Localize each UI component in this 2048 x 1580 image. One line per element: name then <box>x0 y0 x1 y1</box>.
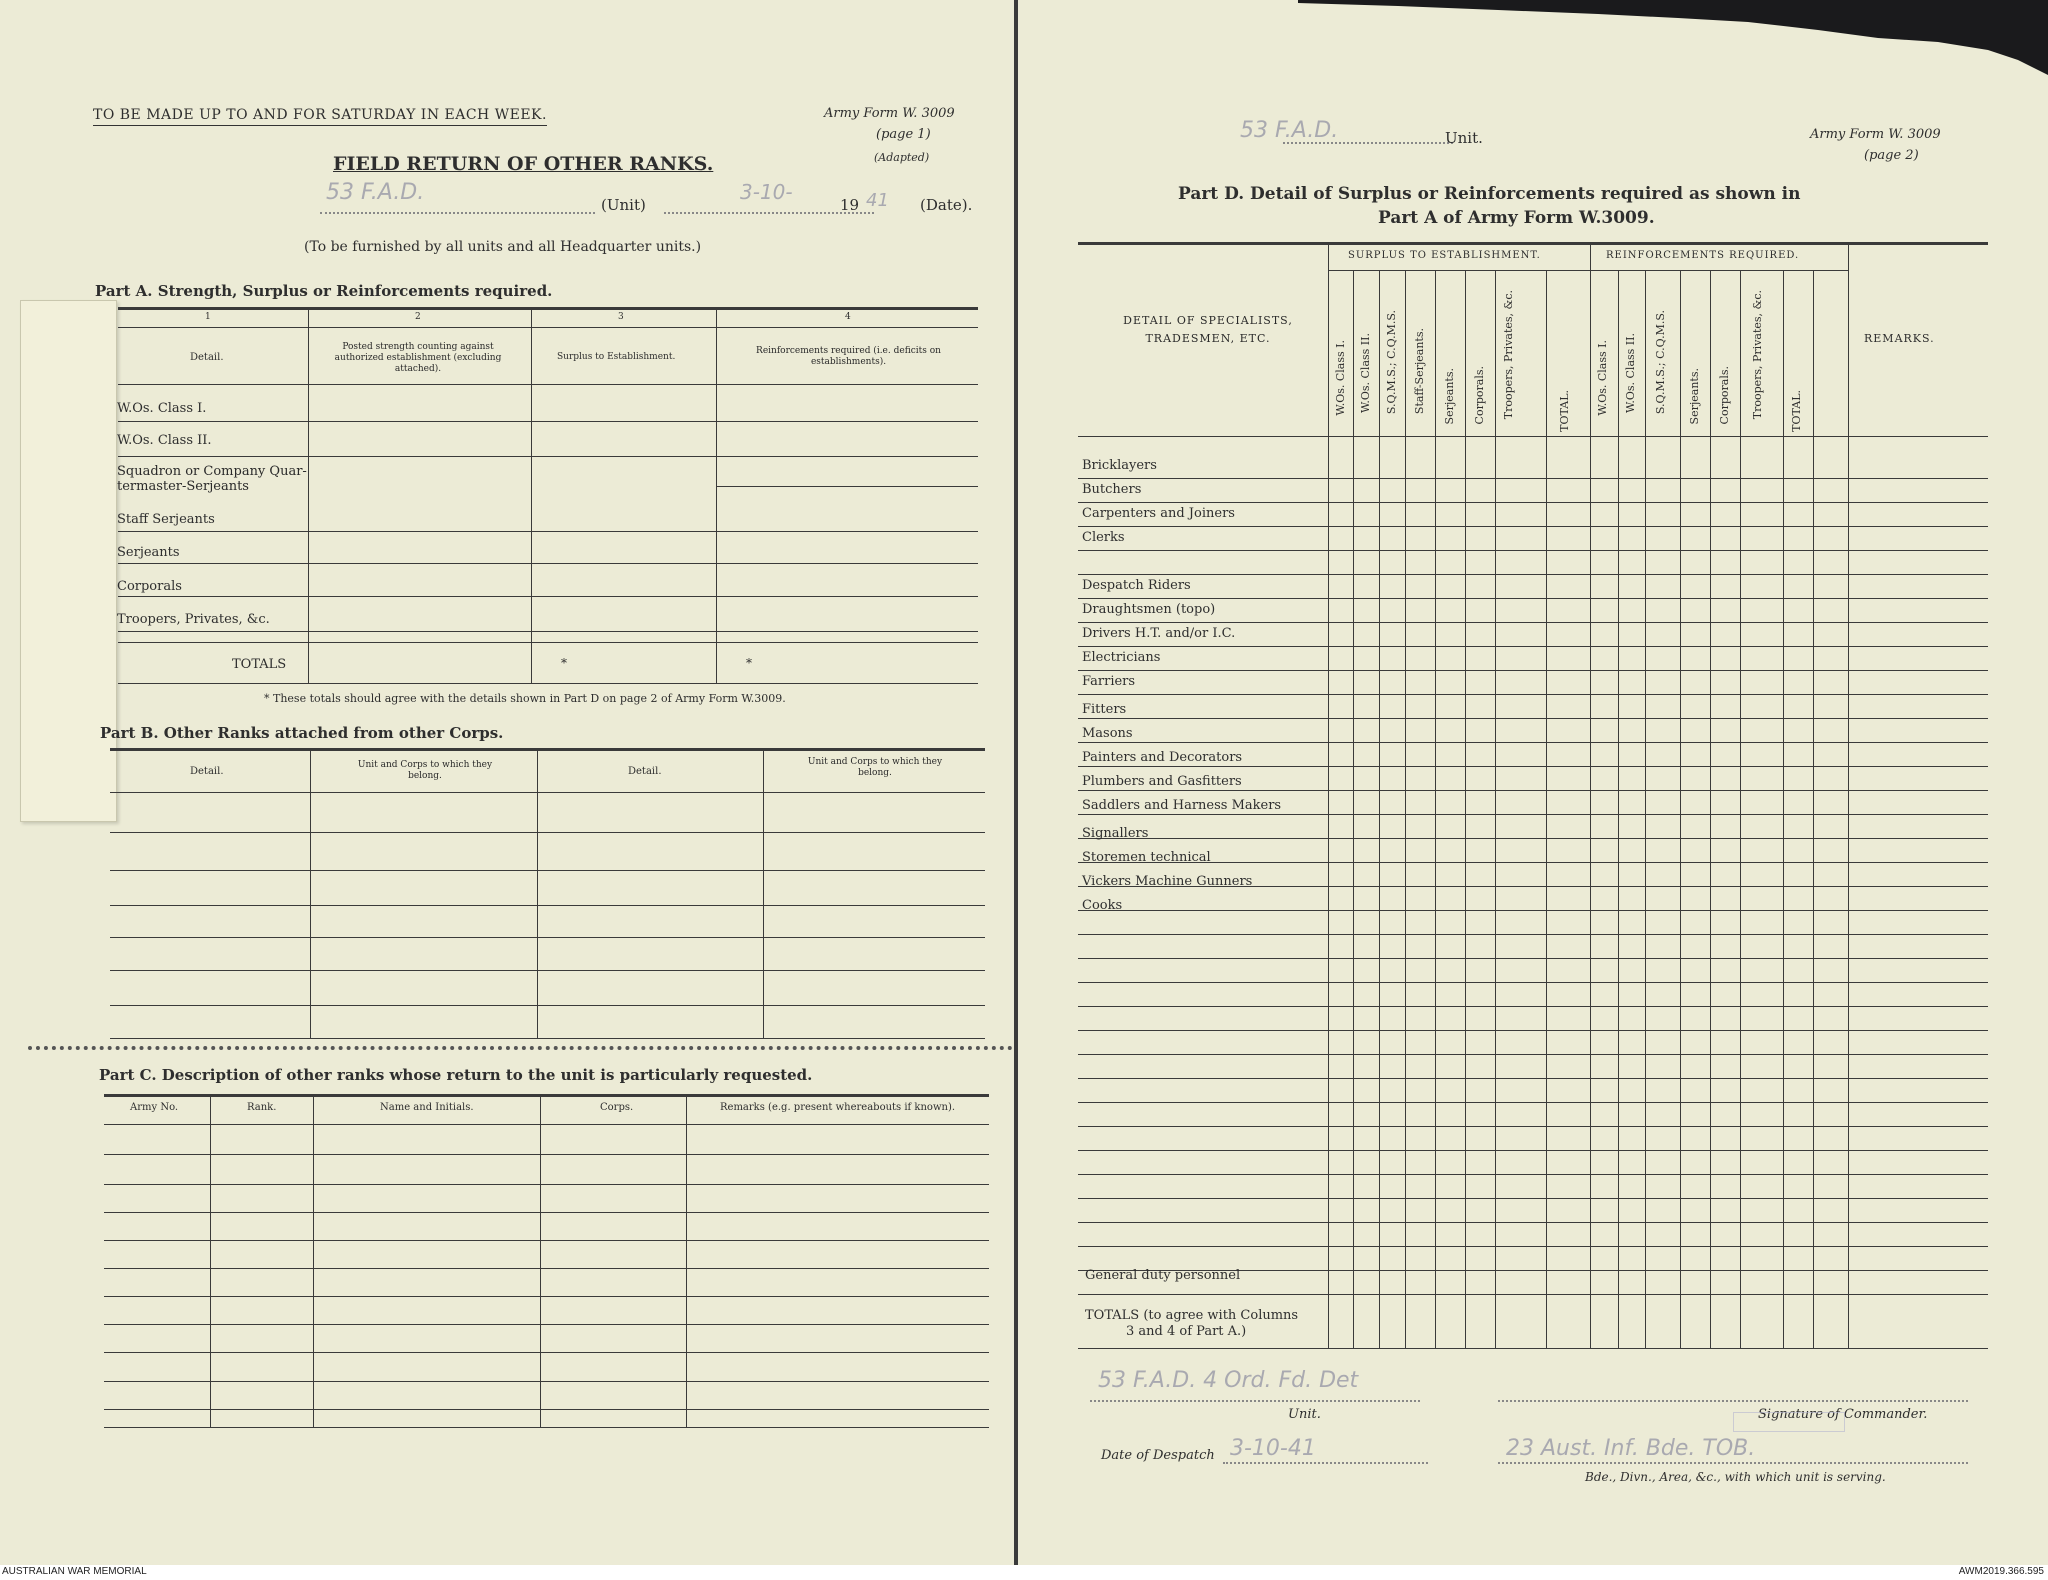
part-a-col1-num: 1 <box>205 312 211 322</box>
col-wo1-reinf: W.Os. Class I. <box>1596 340 1609 416</box>
col-sqms-surplus: S.Q.M.S.; C.Q.M.S. <box>1385 310 1398 415</box>
despatch-handwritten: 3-10-41 <box>1230 1436 1316 1461</box>
part-a-title: Part A. Strength, Surplus or Reinforcements required. <box>95 282 553 300</box>
trade-despatch-riders: Despatch Riders <box>1082 578 1191 593</box>
part-c-header-army-no: Army No. <box>130 1102 179 1113</box>
year-prefix: 19 <box>840 196 860 214</box>
col-staff-serjeants-surplus: Staff-Serjeants. <box>1413 328 1426 415</box>
row-cqms: Squadron or Company Quar-termaster-Serjeants <box>117 464 307 494</box>
col-serjeants-surplus: Serjeants. <box>1443 368 1456 425</box>
form-page-2 <box>1018 0 2048 1565</box>
part-a-header-posted: Posted strength counting against authorized establishment (excluding attached). <box>334 342 502 374</box>
row-serjeants: Serjeants <box>117 545 180 560</box>
trade-electricians: Electricians <box>1082 650 1161 665</box>
archive-name: AUSTRALIAN WAR MEMORIAL <box>2 1566 147 1577</box>
col-wo2-surplus: W.Os. Class II. <box>1359 333 1372 414</box>
signature-stamp <box>1733 1412 1845 1432</box>
army-form-label: Army Form W. 3009 <box>824 106 955 121</box>
bde-line <box>1498 1462 1968 1464</box>
trade-cooks: Cooks <box>1082 898 1123 913</box>
furnish-note: (To be furnished by all units and all Headquarter units.) <box>304 239 702 255</box>
perforation-line <box>28 1046 1013 1050</box>
unit-dotted-line <box>320 212 595 214</box>
archive-footer <box>0 1565 2048 1580</box>
page-number: (page 1) <box>876 127 931 142</box>
binding-spine <box>1014 0 1018 1565</box>
row-staff-serjeants: Staff Serjeants <box>117 512 215 527</box>
trade-signallers: Signallers <box>1082 826 1149 841</box>
trade-storemen: Storemen technical <box>1082 850 1211 865</box>
unit-handwritten: 53 F.A.D. <box>1240 118 1339 143</box>
part-b-header-detail-1: Detail. <box>190 766 224 777</box>
detail-header: DETAIL OF SPECIALISTS, TRADESMEN, ETC. <box>1123 314 1293 345</box>
part-d-title-1: Part D. Detail of Surplus or Reinforcements required as shown in <box>1178 184 1801 204</box>
part-a-header-surplus: Surplus to Establishment. <box>557 352 676 362</box>
trade-draughtsmen: Draughtsmen (topo) <box>1082 602 1216 617</box>
bde-handwritten: 23 Aust. Inf. Bde. TOB. <box>1506 1436 1756 1461</box>
adapted-label: (Adapted) <box>874 151 930 164</box>
date-label: (Date). <box>920 196 973 214</box>
part-a-footnote: * These totals should agree with the details shown in Part D on page 2 of Army Form W.3009. <box>264 692 786 705</box>
unit-handwritten: 53 F.A.D. <box>326 180 425 205</box>
form-page-1 <box>0 0 1014 1565</box>
trade-painters: Painters and Decorators <box>1082 750 1243 765</box>
col-corporals-surplus: Corporals. <box>1473 366 1486 425</box>
part-b-header-unit-1: Unit and Corps to which they belong. <box>357 760 493 781</box>
part-a-col2-num: 2 <box>415 312 421 322</box>
date-of-despatch-label: Date of Despatch <box>1101 1448 1215 1463</box>
trade-masons: Masons <box>1082 726 1133 741</box>
bde-label: Bde., Divn., Area, &c., with which unit is serving. <box>1585 1470 1886 1484</box>
col-troopers-reinf: Troopers, Privates, &c. <box>1751 290 1764 420</box>
trade-saddlers: Saddlers and Harness Makers <box>1082 798 1282 813</box>
totals-label: TOTALS <box>232 657 287 672</box>
row-wo-class-2: W.Os. Class II. <box>117 433 212 448</box>
part-a-col4-num: 4 <box>845 312 851 322</box>
totals-line-2: 3 and 4 of Part A.) <box>1126 1324 1247 1339</box>
trade-bricklayers: Bricklayers <box>1082 458 1157 473</box>
part-c-header-remarks: Remarks (e.g. present whereabouts if known). <box>720 1102 956 1113</box>
part-b-header-detail-2: Detail. <box>628 766 662 777</box>
part-a-header-reinf: Reinforcements required (i.e. deficits on establishments). <box>756 346 941 367</box>
part-a-col3-num: 3 <box>618 312 624 322</box>
part-c-header-corps: Corps. <box>600 1102 634 1113</box>
archive-id: AWM2019.366.595 <box>1958 1566 2044 1577</box>
row-corporals: Corporals <box>117 579 182 594</box>
year-handwritten: 41 <box>866 190 889 211</box>
signature-label: Signature of Commander. <box>1758 1407 1928 1422</box>
part-c-header-name: Name and Initials. <box>380 1102 474 1113</box>
signature-line <box>1498 1400 1968 1402</box>
col-wo2-reinf: W.Os. Class II. <box>1624 333 1637 414</box>
col-troopers-surplus: Troopers, Privates, &c. <box>1502 290 1515 420</box>
part-b-header-unit-2: Unit and Corps to which they belong. <box>807 757 943 778</box>
trade-fitters: Fitters <box>1082 702 1127 717</box>
trade-vickers: Vickers Machine Gunners <box>1082 874 1253 889</box>
part-a-header-detail: Detail. <box>190 352 224 363</box>
trade-drivers: Drivers H.T. and/or I.C. <box>1082 626 1236 641</box>
trade-carpenters: Carpenters and Joiners <box>1082 506 1235 521</box>
part-d-title-2: Part A of Army Form W.3009. <box>1378 208 1655 228</box>
unit-label: Unit. <box>1445 129 1483 147</box>
despatch-line <box>1223 1462 1428 1464</box>
unit-label: (Unit) <box>601 196 646 214</box>
page-number: (page 2) <box>1864 148 1919 163</box>
reinforcements-header: REINFORCEMENTS REQUIRED. <box>1606 250 1800 261</box>
asterisk-col3: * <box>561 656 567 670</box>
trade-clerks: Clerks <box>1082 530 1125 545</box>
asterisk-col4: * <box>746 656 752 670</box>
totals-line-1: TOTALS (to agree with Columns <box>1085 1308 1299 1323</box>
bottom-unit-handwritten: 53 F.A.D. 4 Ord. Fd. Det <box>1098 1368 1359 1393</box>
torn-corner <box>1298 0 2048 90</box>
part-c-title: Part C. Description of other ranks whose return to the unit is particularly requested. <box>99 1066 813 1084</box>
col-serjeants-reinf: Serjeants. <box>1688 368 1701 425</box>
col-sqms-reinf: S.Q.M.S.; C.Q.M.S. <box>1654 310 1667 415</box>
bottom-unit-label: Unit. <box>1288 1407 1321 1422</box>
trade-butchers: Butchers <box>1082 482 1142 497</box>
tape-strip <box>20 300 117 822</box>
trade-plumbers: Plumbers and Gasfitters <box>1082 774 1242 789</box>
trade-farriers: Farriers <box>1082 674 1136 689</box>
col-total-surplus: TOTAL. <box>1558 390 1571 432</box>
army-form-label: Army Form W. 3009 <box>1810 127 1941 142</box>
col-total-reinf: TOTAL. <box>1790 390 1803 432</box>
form-title: FIELD RETURN OF OTHER RANKS. <box>333 153 714 175</box>
row-troopers: Troopers, Privates, &c. <box>117 612 270 627</box>
row-wo-class-1: W.Os. Class I. <box>117 401 207 416</box>
trade-general-duty: General duty personnel <box>1085 1268 1241 1283</box>
header-instruction: TO BE MADE UP TO AND FOR SATURDAY IN EACH WEEK. <box>93 107 547 126</box>
part-b-title: Part B. Other Ranks attached from other Corps. <box>100 724 504 742</box>
col-wo1-surplus: W.Os. Class I. <box>1334 340 1347 416</box>
part-c-header-rank: Rank. <box>247 1102 277 1113</box>
surplus-header: SURPLUS TO ESTABLISHMENT. <box>1348 250 1541 261</box>
bottom-unit-line <box>1090 1400 1420 1402</box>
date-handwritten: 3-10- <box>740 180 793 204</box>
remarks-header: REMARKS. <box>1864 332 1935 345</box>
col-corporals-reinf: Corporals. <box>1718 366 1731 425</box>
